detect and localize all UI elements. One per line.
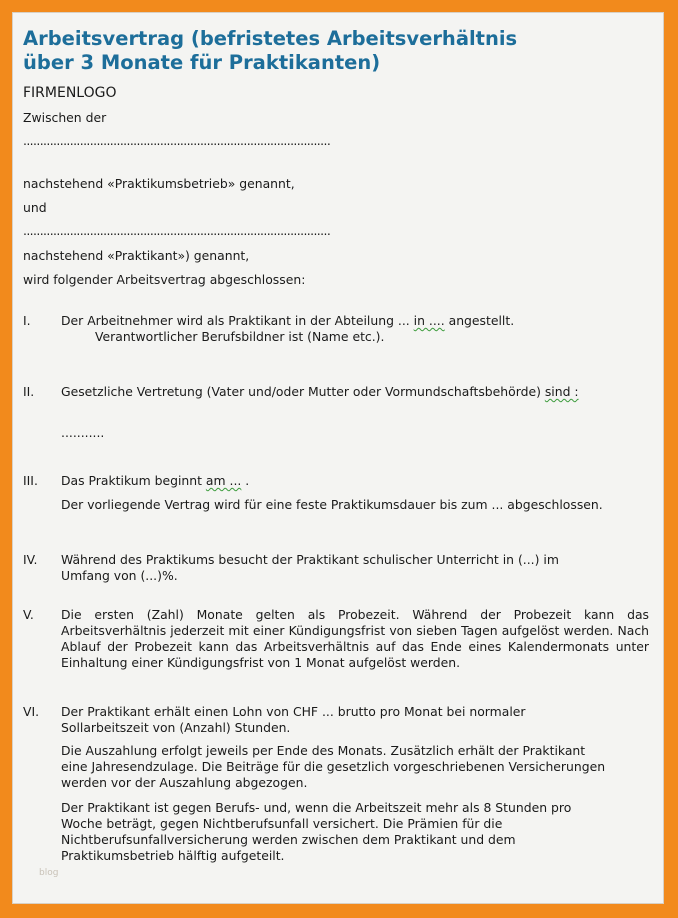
section-3-text-a: Das Praktikum beginnt xyxy=(61,473,206,488)
section-1-number: I. xyxy=(23,313,31,328)
section-1-line-2: Verantwortlicher Berufsbildner ist (Name etc.). xyxy=(95,329,385,344)
intro-dots-1: ............................................................................................ xyxy=(23,133,331,148)
section-6-p3-line-4: Praktikumsbetrieb hälftig aufgeteilt. xyxy=(61,848,285,863)
company-logo-placeholder: FIRMENLOGO xyxy=(23,85,117,101)
document-content xyxy=(23,27,653,79)
title-line-1: Arbeitsvertrag (befristetes Arbeitsverhältnis xyxy=(23,27,518,50)
document-page xyxy=(12,12,664,904)
section-2-line-2: ........... xyxy=(61,425,105,440)
section-1-text-c: angestellt. xyxy=(444,313,515,328)
section-6-p3-line-3: Nichtberufsunfallversicherung werden zwischen dem Praktikant und dem xyxy=(61,832,516,847)
section-6-p1-line-1: Der Praktikant erhält einen Lohn von CHF ... brutto pro Monat bei normaler xyxy=(61,704,526,719)
section-5-text: Die ersten (Zahl) Monate gelten als Probezeit. Während der Probezeit kann das Arbeitsverhältnis jederzeit mit einer Kündigungsfrist von sieben Tagen aufgelöst werden. Nach Ablauf der Probezeit kann das Arbeitsverhältnis auf das Ende eines Kalendermonats unter Einhaltung einer Kündigungsfrist von 1 Monat aufgelöst werden. xyxy=(61,607,649,670)
section-4-line-2: Umfang von (...)%. xyxy=(61,568,178,583)
section-4-number: IV. xyxy=(23,552,38,567)
section-2-number: II. xyxy=(23,384,35,399)
section-6-p3-line-1: Der Praktikant ist gegen Berufs- und, wenn die Arbeitszeit mehr als 8 Stunden pro xyxy=(61,800,572,815)
section-6-p3-line-2: Woche beträgt, gegen Nichtberufsunfall versichert. Die Prämien für die xyxy=(61,816,503,831)
section-3-text-c: . xyxy=(241,473,250,488)
intro-between: Zwischen der xyxy=(23,110,107,125)
section-2-text-a: Gesetzliche Vertretung (Vater und/oder Mutter oder Vormundschaftsbehörde) xyxy=(61,384,545,399)
intro-and: und xyxy=(23,200,47,215)
intro-concluded: wird folgender Arbeitsvertrag abgeschlossen: xyxy=(23,272,306,287)
section-3-line-2: Der vorliegende Vertrag wird für eine feste Praktikumsdauer bis zum ... abgeschlossen. xyxy=(61,497,603,512)
intro-betrieb: nachstehend «Praktikumsbetrieb» genannt, xyxy=(23,176,295,191)
section-1-text-b: in .... xyxy=(413,313,445,328)
section-1-text-a: Der Arbeitnehmer wird als Praktikant in der Abteilung ... xyxy=(61,313,414,328)
section-5-number: V. xyxy=(23,607,34,622)
section-6-p2-line-1: Die Auszahlung erfolgt jeweils per Ende des Monats. Zusätzlich erhält der Praktikant xyxy=(61,743,586,758)
intro-dots-2: ............................................................................................ xyxy=(23,223,331,238)
section-6-p2-line-2: eine Jahresendzulage. Die Beiträge für die gesetzlich vorgeschriebenen Versicherungen xyxy=(61,759,606,774)
section-4-line-1: Während des Praktikums besucht der Praktikant schulischer Unterricht in (...) im xyxy=(61,552,559,567)
section-6-p1-line-2: Sollarbeitszeit von (Anzahl) Stunden. xyxy=(61,720,291,735)
section-3-text-b: am ... xyxy=(205,473,242,488)
section-2-line-1 xyxy=(61,384,579,399)
section-3-line-1 xyxy=(61,473,249,488)
title-line-2: über 3 Monate für Praktikanten) xyxy=(23,51,381,74)
section-6-number: VI. xyxy=(23,704,40,719)
watermark: blog xyxy=(39,868,59,878)
intro-praktikant: nachstehend «Praktikant») genannt, xyxy=(23,248,250,263)
section-1-line-1 xyxy=(61,313,514,328)
section-2-text-b: sind : xyxy=(544,384,579,399)
section-6-p2-line-3: werden vor der Auszahlung abgezogen. xyxy=(61,775,308,790)
section-3-number: III. xyxy=(23,473,38,488)
document-title xyxy=(23,27,653,75)
